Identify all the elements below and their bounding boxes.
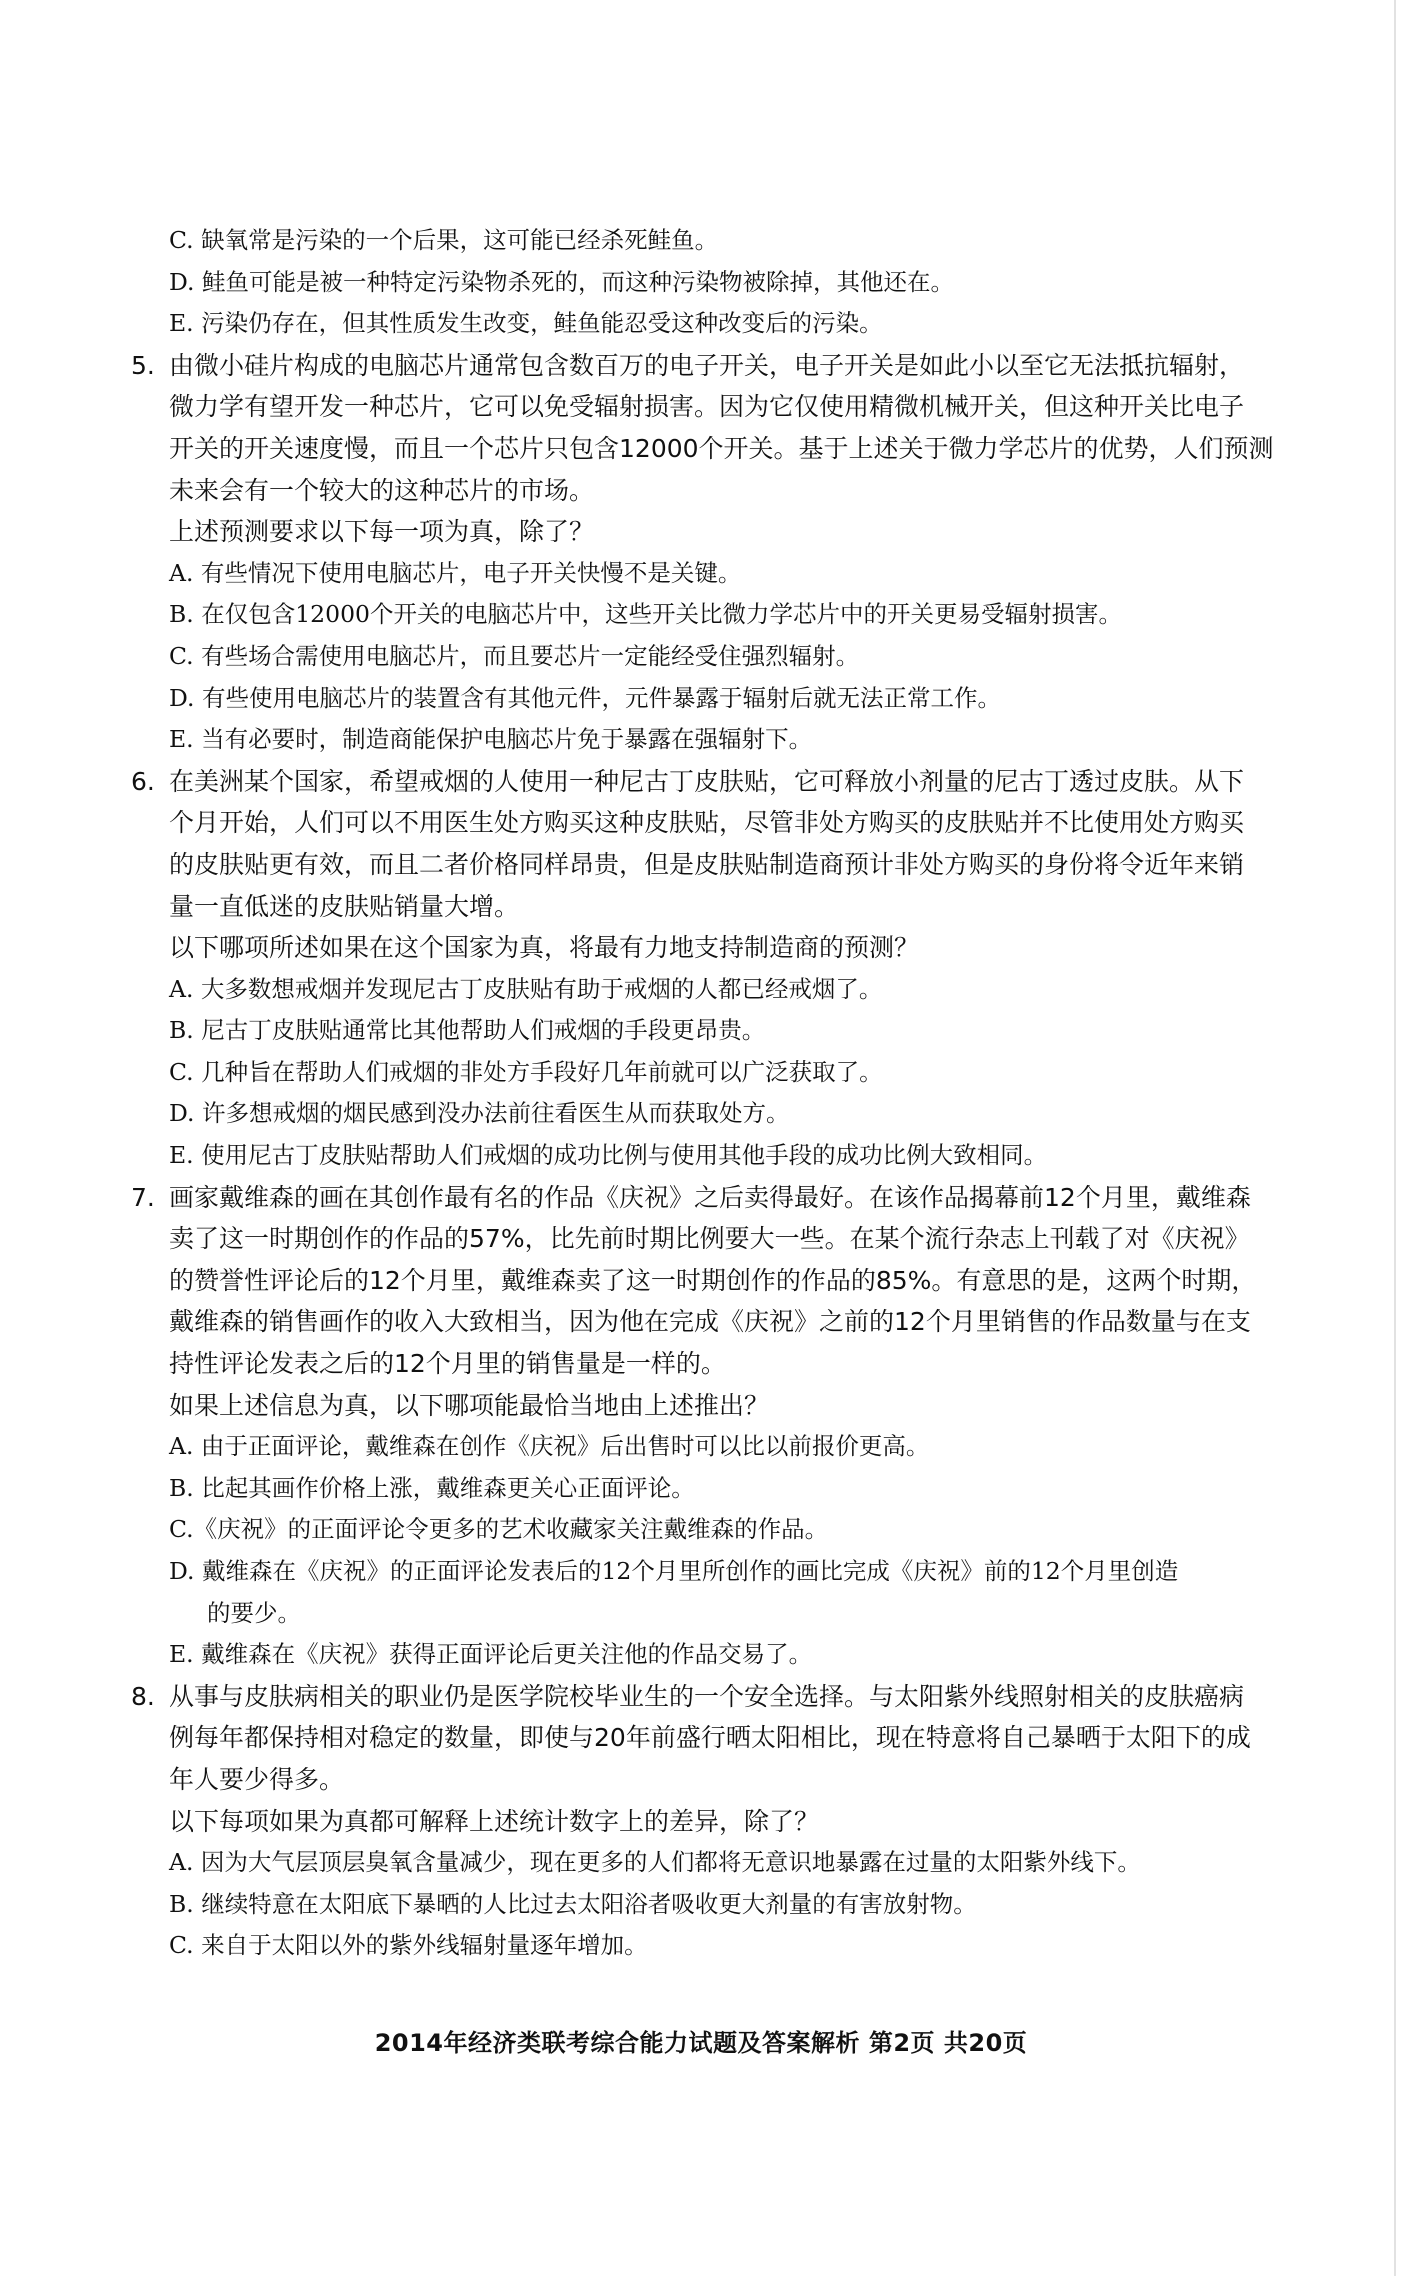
line-text: C.《庆祝》的正面评论令更多的艺术收藏家关注戴维森的作品。 (169, 1515, 829, 1544)
page-footer: 2014年经济类联考综合能力试题及答案解析 第2页 共20页 (374, 2029, 1028, 2057)
line-text: 如果上述信息为真，以下哪项能最恰当地由上述推出？ (169, 1390, 770, 1420)
line-text: A. 由于正面评论，戴维森在创作《庆祝》后出售时可以比以前报价更高。 (169, 1432, 930, 1461)
answer-option-line (131, 1925, 1316, 1967)
question-text-line (131, 428, 1316, 470)
answer-option-line (131, 1593, 1316, 1635)
answer-option-line (131, 262, 1316, 304)
line-text: 从事与皮肤病相关的职业仍是医学院校毕业生的一个安全选择。与太阳紫外线照射相关的皮肤癌病 (169, 1681, 1245, 1711)
question-text-line (131, 345, 1316, 387)
question-number: 6. (131, 766, 155, 796)
line-text: 开关的开关速度慢，而且一个芯片只包含12000个开关。基于上述关于微力学芯片的优势，人们预测 (169, 433, 1274, 463)
line-text: 量一直低迷的皮肤贴销量大增。 (169, 891, 520, 921)
answer-option-line (131, 636, 1316, 678)
answer-option-line (131, 1093, 1316, 1135)
line-text: 的要少。 (207, 1598, 301, 1627)
line-text: D. 戴维森在《庆祝》的正面评论发表后的12个月里所创作的画比完成《庆祝》前的12个月里创造 (169, 1557, 1179, 1585)
answer-option-line (131, 553, 1316, 595)
line-text: 持性评论发表之后的12个月里的销售量是一样的。 (169, 1349, 726, 1379)
question-number: 7. (131, 1182, 155, 1212)
question-text-line (131, 1676, 1316, 1718)
line-text: D. 许多想戒烟的烟民感到没办法前往看医生从而获取处方。 (169, 1099, 790, 1128)
line-text: B. 尼古丁皮肤贴通常比其他帮助人们戒烟的手段更昂贵。 (169, 1016, 766, 1045)
line-text: 未来会有一个较大的这种芯片的市场。 (169, 475, 595, 505)
answer-option-line (131, 594, 1316, 636)
question-text-line (131, 844, 1316, 886)
line-text: 上述预测要求以下每一项为真，除了？ (169, 517, 595, 547)
answer-option-line (131, 1634, 1316, 1676)
scan-edge-line (1394, 0, 1396, 2276)
line-text: 微力学有望开发一种芯片，它可以免受辐射损害。因为它仅使用精微机械开关，但这种开关比电子 (169, 392, 1245, 422)
question-text-line (131, 1343, 1316, 1385)
question-text-line (131, 470, 1316, 512)
answer-option-line (131, 969, 1316, 1011)
line-text: 的皮肤贴更有效，而且二者价格同样昂贵，但是皮肤贴制造商预计非处方购买的身份将令近年来销 (169, 849, 1245, 879)
line-text: 由微小硅片构成的电脑芯片通常包含数百万的电子开关，电子开关是如此小以至它无法抵抗辐射， (169, 350, 1245, 380)
line-text: B. 比起其画作价格上涨，戴维森更关心正面评论。 (169, 1473, 695, 1502)
line-text: C. 几种旨在帮助人们戒烟的非处方手段好几年前就可以广泛获取了。 (169, 1057, 883, 1086)
question-text-line (131, 1801, 1316, 1843)
answer-option-line (131, 719, 1316, 761)
line-text: B. 在仅包含12000个开关的电脑芯片中，这些开关比微力学芯片中的开关更易受辐射损害。 (169, 600, 1122, 629)
answer-option-line (131, 1135, 1316, 1177)
question-text-line (131, 1177, 1316, 1219)
line-text: 个月开始，人们可以不用医生处方购买这种皮肤贴，尽管非处方购买的皮肤贴并不比使用处方购买 (169, 808, 1245, 838)
question-text-line (131, 1385, 1316, 1427)
question-text-line (131, 802, 1316, 844)
line-text: 年人要少得多。 (169, 1764, 345, 1794)
line-text: 画家戴维森的画在其创作最有名的作品《庆祝》之后卖得最好。在该作品揭幕前12个月里，戴维森 (169, 1182, 1251, 1212)
line-text: C. 缺氧常是污染的一个后果，这可能已经杀死鲑鱼。 (169, 226, 719, 254)
line-text: D. 有些使用电脑芯片的装置含有其他元件，元件暴露于辐射后就无法正常工作。 (169, 683, 1001, 712)
answer-option-line (131, 220, 1316, 262)
line-text: 戴维森的销售画作的收入大致相当，因为他在完成《庆祝》之前的12个月里销售的作品数量与在支 (169, 1307, 1251, 1337)
line-text: 卖了这一时期创作的作品的57%，比先前时期比例要大一些。在某个流行杂志上刊载了对《庆祝》 (169, 1224, 1250, 1254)
answer-option-line (131, 1842, 1316, 1884)
line-text: 在美洲某个国家，希望戒烟的人使用一种尼古丁皮肤贴，它可释放小剂量的尼古丁透过皮肤。从下 (169, 766, 1245, 796)
question-text-line (131, 1301, 1316, 1343)
line-text: 例每年都保持相对稳定的数量，即使与20年前盛行晒太阳相比，现在特意将自己暴晒于太阳下的成 (169, 1723, 1251, 1753)
answer-option-line (131, 303, 1316, 345)
question-text-line (131, 1759, 1316, 1801)
question-number: 8. (131, 1681, 155, 1711)
answer-option-line (131, 1551, 1316, 1593)
line-text: E. 使用尼古丁皮肤贴帮助人们戒烟的成功比例与使用其他手段的成功比例大致相同。 (169, 1141, 1048, 1170)
page-body (131, 220, 1316, 1967)
answer-option-line (131, 1010, 1316, 1052)
question-number: 5. (131, 350, 155, 380)
answer-option-line (131, 1052, 1316, 1094)
question-text-line (131, 511, 1316, 553)
question-text-line (131, 1260, 1316, 1302)
question-text-line (131, 761, 1316, 803)
line-text: C. 有些场合需使用电脑芯片，而且要芯片一定能经受住强烈辐射。 (169, 641, 860, 670)
question-text-line (131, 1218, 1316, 1260)
line-text: D. 鲑鱼可能是被一种特定污染物杀死的，而这种污染物被除掉，其他还在。 (169, 267, 954, 296)
answer-option-line (131, 1509, 1316, 1551)
line-text: E. 当有必要时，制造商能保护电脑芯片免于暴露在强辐射下。 (169, 725, 813, 754)
line-text: E. 戴维森在《庆祝》获得正面评论后更关注他的作品交易了。 (169, 1640, 813, 1669)
line-text: 以下每项如果为真都可解释上述统计数字上的差异，除了？ (169, 1806, 820, 1836)
line-text: A. 有些情况下使用电脑芯片，电子开关快慢不是关键。 (169, 558, 742, 587)
answer-option-line (131, 1468, 1316, 1510)
line-text: A. 因为大气层顶层臭氧含量减少，现在更多的人们都将无意识地暴露在过量的太阳紫外线下。 (169, 1848, 1141, 1877)
answer-option-line (131, 678, 1316, 720)
line-text: 以下哪项所述如果在这个国家为真，将最有力地支持制造商的预测？ (169, 933, 920, 963)
question-text-line (131, 386, 1316, 428)
line-text: E. 污染仍存在，但其性质发生改变，鲑鱼能忍受这种改变后的污染。 (169, 309, 883, 338)
question-text-line (131, 886, 1316, 928)
answer-option-line (131, 1426, 1316, 1468)
line-text: C. 来自于太阳以外的紫外线辐射量逐年增加。 (169, 1931, 648, 1960)
line-text: 的赞誉性评论后的12个月里，戴维森卖了这一时期创作的作品的85%。有意思的是，这两个时期， (169, 1265, 1257, 1295)
answer-option-line (131, 1884, 1316, 1926)
question-text-line (131, 1717, 1316, 1759)
line-text: B. 继续特意在太阳底下暴晒的人比过去太阳浴者吸收更大剂量的有害放射物。 (169, 1889, 977, 1918)
question-text-line (131, 927, 1316, 969)
line-text: A. 大多数想戒烟并发现尼古丁皮肤贴有助于戒烟的人都已经戒烟了。 (169, 974, 883, 1003)
